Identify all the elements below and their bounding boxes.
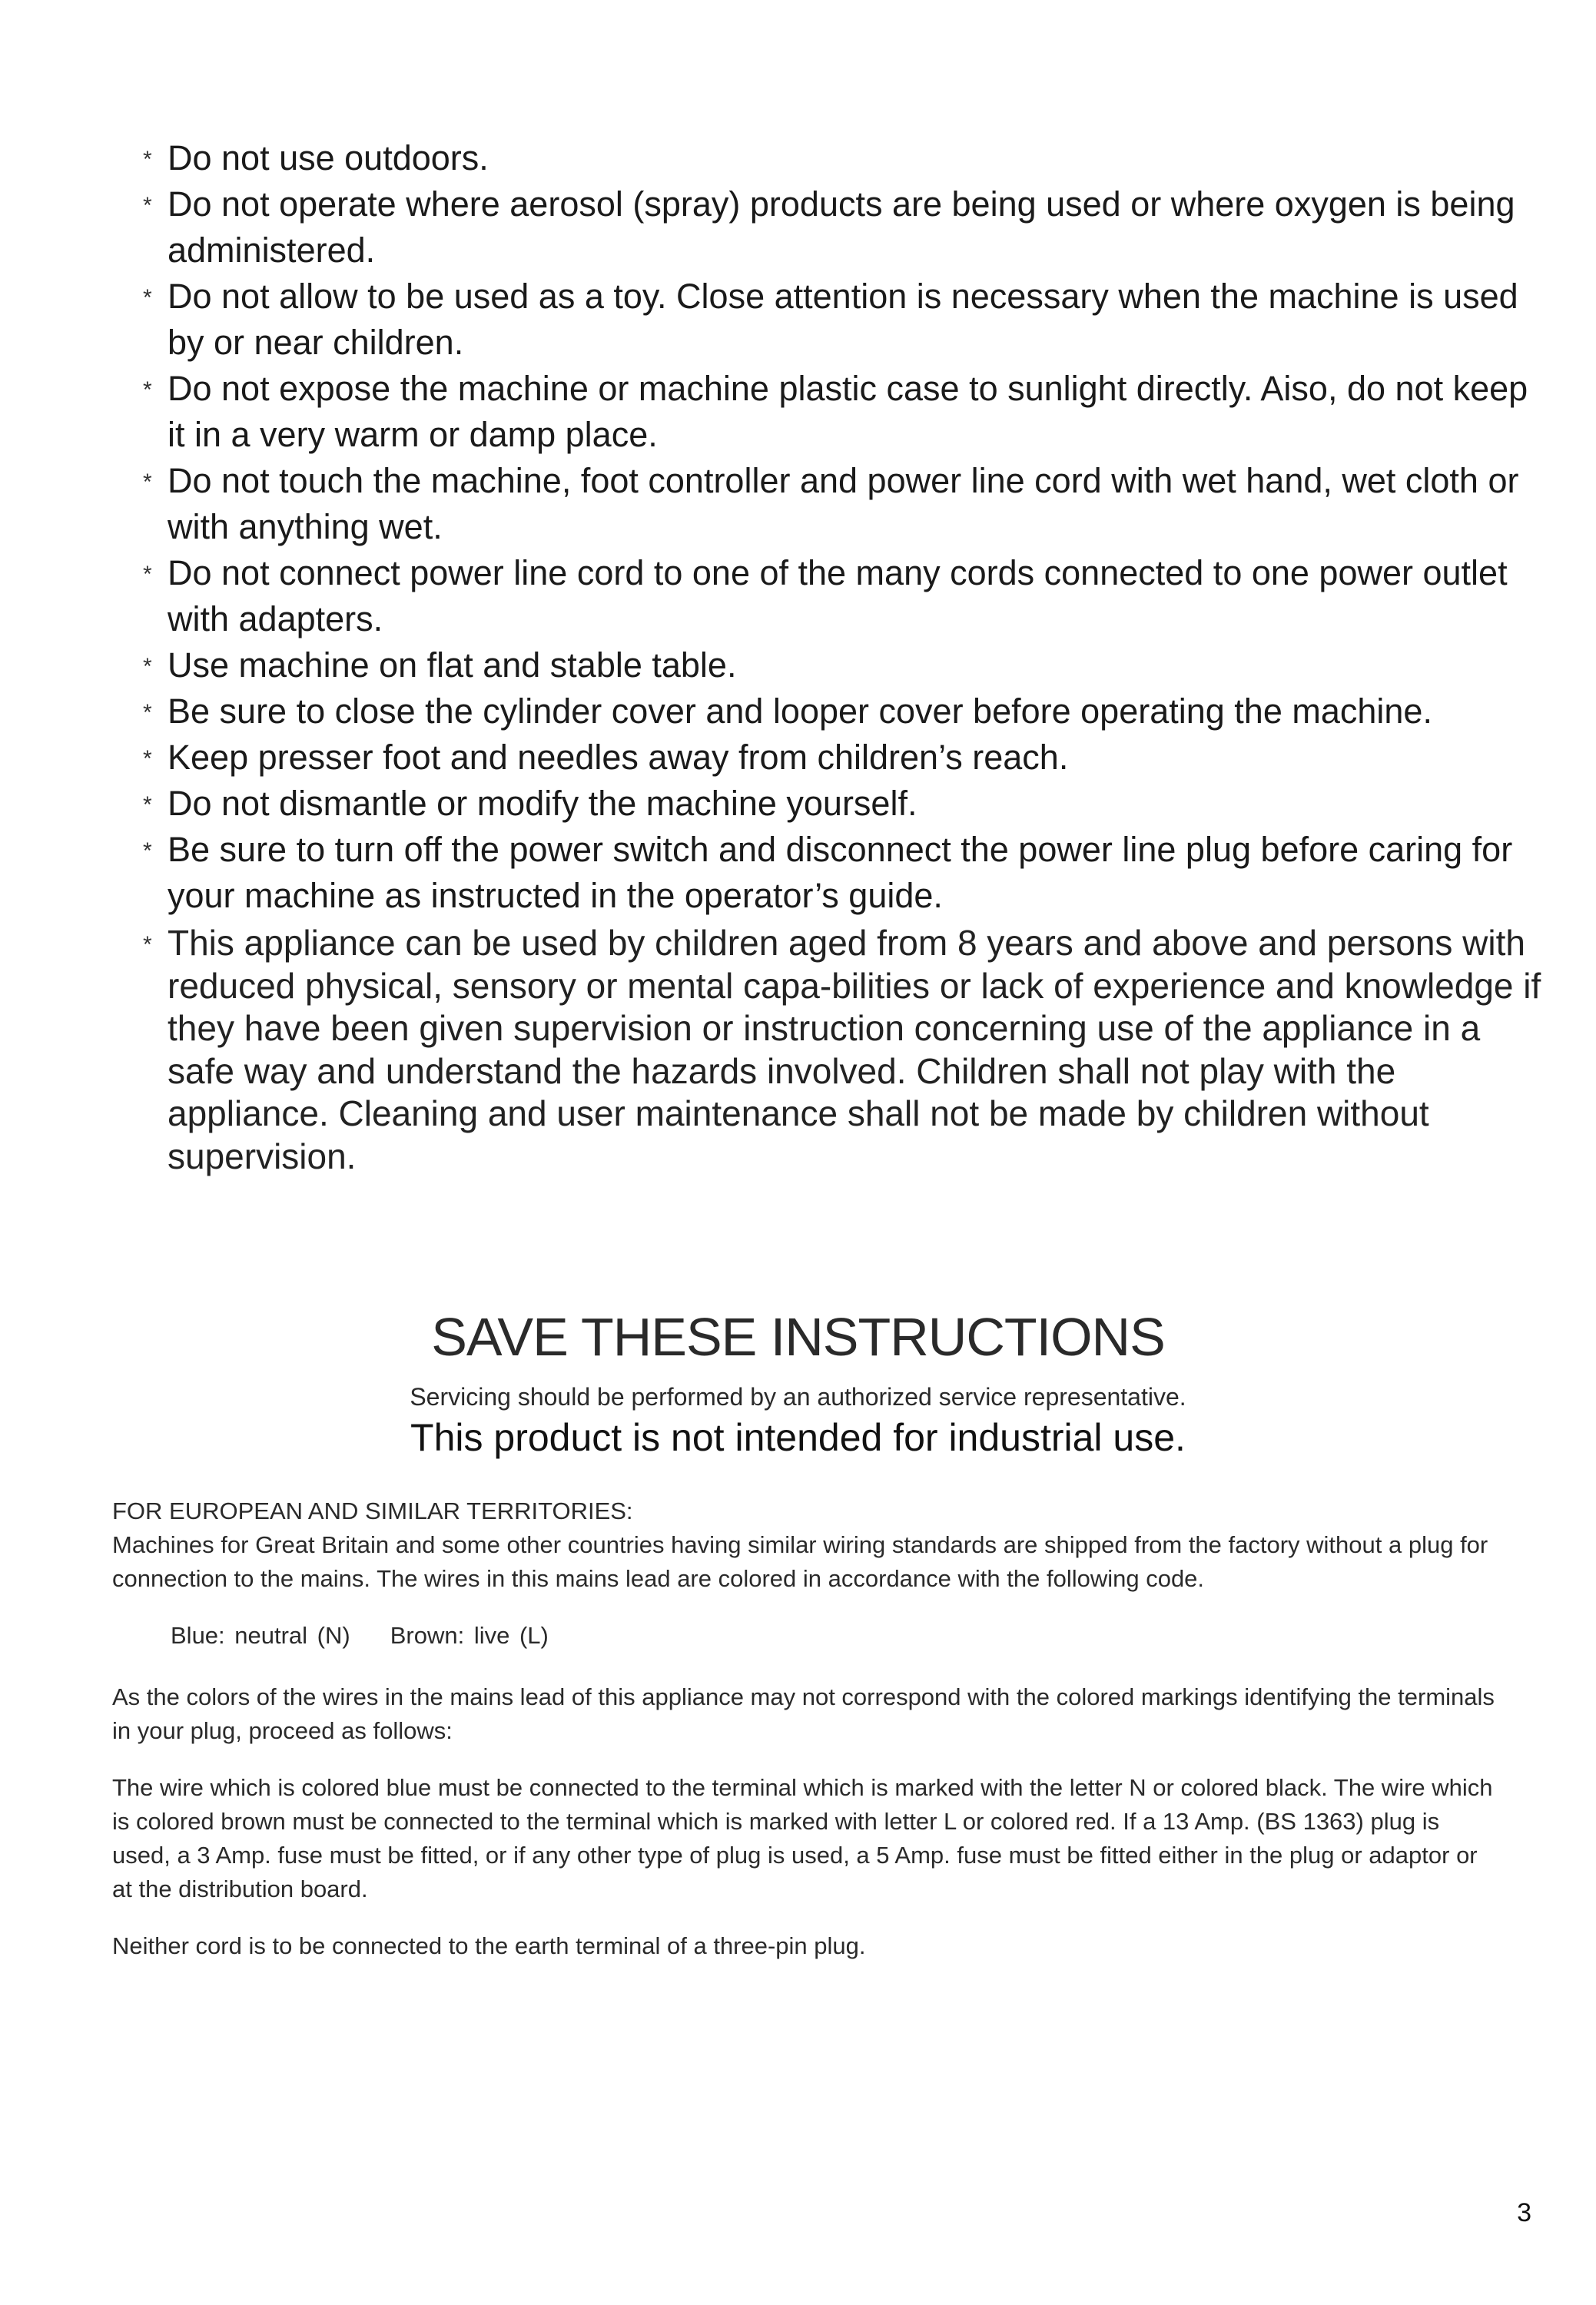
safety-item [143, 688, 1541, 735]
safety-item [143, 135, 1541, 181]
safety-item [143, 550, 1541, 642]
industrial-use-note: This product is not intended for industrial use. [410, 1416, 1186, 1459]
european-heading: FOR EUROPEAN AND SIMILAR TERRITORIES: [112, 1497, 633, 1524]
asterisk-bullet-icon: * [143, 654, 152, 679]
european-wiring-section [112, 1494, 1503, 1963]
colors-note: As the colors of the wires in the mains lead of this appliance may not correspond with the colored markings identifying the terminals in your plug, proceed as follows: [112, 1683, 1495, 1744]
asterisk-bullet-icon: * [143, 193, 152, 218]
safety-item-text: Keep presser foot and needles away from children’s reach. [168, 738, 1069, 777]
asterisk-bullet-icon: * [143, 562, 152, 587]
safety-item-text: Do not dismantle or modify the machine yourself. [168, 784, 917, 823]
safety-item-text: Do not touch the machine, foot controller and power line cord with wet hand, wet cloth or with anything wet. [168, 461, 1519, 546]
safety-item-appliance-use [143, 922, 1541, 1178]
page-number: 3 [1517, 2198, 1531, 2227]
safety-list [143, 135, 1541, 1178]
safety-item [143, 642, 1541, 688]
save-instructions-heading: SAVE THESE INSTRUCTIONS [431, 1307, 1165, 1367]
safety-item-text: Use machine on flat and stable table. [168, 645, 737, 685]
safety-item-text: Do not use outdoors. [168, 138, 489, 177]
wire-color-code [171, 1619, 1503, 1653]
safety-item-text: Do not expose the machine or machine plastic case to sunlight directly. Aiso, do not keep it in a very warm or damp place. [168, 369, 1528, 454]
asterisk-bullet-icon: * [143, 746, 152, 771]
safety-item [143, 827, 1541, 919]
safety-item [143, 458, 1541, 550]
safety-item [143, 181, 1541, 274]
safety-item-text: Do not connect power line cord to one of the many cords connected to one power outlet with adapters. [168, 553, 1508, 638]
connection-note: The wire which is colored blue must be connected to the terminal which is marked with the letter N or colored black. The wire which is colored brown must be connected to the terminal which is marked with letter L or colored red. If a 13 Amp. (BS 1363) plug is used, a 3 Amp. fuse must be fitted, or if any other type of plug is used, a 5 Amp. fuse must be fitted either in the plug or adaptor or at the distribution board. [112, 1774, 1493, 1902]
safety-item-text: Do not operate where aerosol (spray) products are being used or where oxygen is being administered. [168, 184, 1515, 270]
safety-item-text: This appliance can be used by children aged from 8 years and above and persons with reduced physical, sensory or mental capa-bilities or lack of experience and knowledge if they have been given supervision or instruction concerning use of the appliance in a safe way and understand the hazards involved. Children shall not play with the appliance. Cleaning and user maintenance shall not be made by children without supervision. [168, 923, 1541, 1176]
servicing-note: Servicing should be performed by an authorized service representative. [410, 1383, 1186, 1411]
asterisk-bullet-icon: * [143, 792, 152, 818]
safety-item-text: Do not allow to be used as a toy. Close attention is necessary when the machine is used by or near children. [168, 277, 1518, 362]
earth-note: Neither cord is to be connected to the earth terminal of a three-pin plug. [112, 1932, 866, 1959]
european-intro: Machines for Great Britain and some other countries having similar wiring standards are shipped from the factory without a plug for connection to the mains. The wires in this mains lead are colored in accordance with the following code. [112, 1531, 1488, 1592]
wire-blue-label: Blue: neutral (N) [171, 1622, 350, 1649]
asterisk-bullet-icon: * [143, 700, 152, 725]
safety-item [143, 735, 1541, 781]
asterisk-bullet-icon: * [143, 377, 152, 403]
safety-item [143, 274, 1541, 366]
asterisk-bullet-icon: * [143, 147, 152, 172]
safety-item-text: Be sure to close the cylinder cover and looper cover before operating the machine. [168, 692, 1432, 731]
safety-item [143, 366, 1541, 458]
asterisk-bullet-icon: * [143, 285, 152, 310]
asterisk-bullet-icon: * [143, 838, 152, 864]
asterisk-bullet-icon: * [143, 469, 152, 495]
wire-brown-label: Brown: live (L) [390, 1622, 549, 1649]
safety-item [143, 781, 1541, 827]
asterisk-bullet-icon: * [143, 932, 152, 957]
safety-item-text: Be sure to turn off the power switch and disconnect the power line plug before caring for your machine as instructed in the operator’s guide. [168, 830, 1513, 915]
